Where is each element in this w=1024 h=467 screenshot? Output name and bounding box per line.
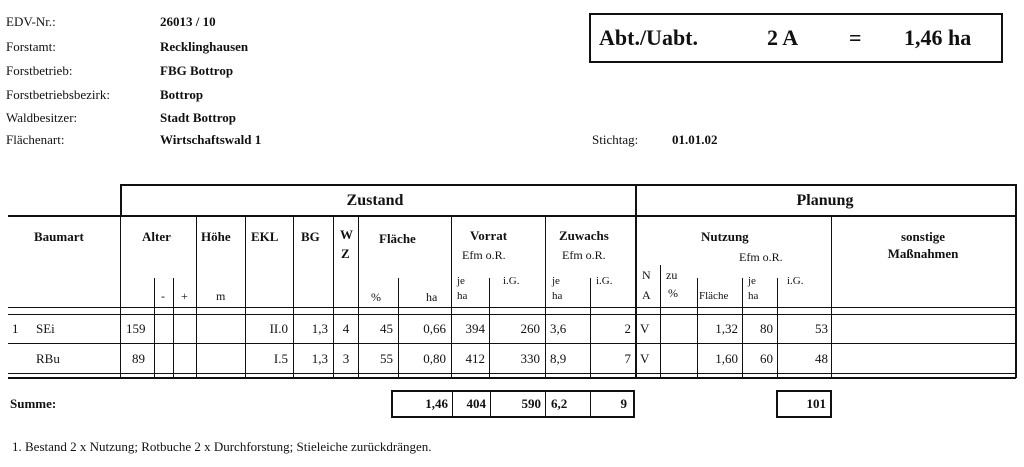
summe-nutzung-box (776, 390, 832, 418)
row-baumart: RBu (36, 351, 60, 366)
label-waldbesitzer: Waldbesitzer: (6, 110, 78, 125)
value-forstbetriebsbezirk: Bottrop (160, 87, 204, 102)
grid-line (173, 278, 174, 378)
row-baumart: SEi (36, 321, 55, 336)
stichtag-label: Stichtag: (592, 132, 639, 147)
col-flaeche-pct: % (371, 290, 381, 304)
col-nutzung-je: je (748, 275, 756, 287)
summe-vorrat-je: 404 (466, 396, 486, 411)
grid-line (8, 314, 1016, 315)
col-vorrat-ig: i.G. (503, 275, 520, 287)
row-flaeche-ha: 0,66 (423, 321, 446, 336)
abt-area: 1,46 ha (904, 25, 972, 50)
abt-equals: = (849, 25, 862, 50)
col-bg: BG (301, 229, 320, 244)
col-nutzung-ha: ha (748, 290, 759, 302)
stichtag-value: 01.01.02 (672, 132, 718, 147)
col-massnahmen: Maßnahmen (887, 246, 959, 261)
row-flaeche-pct: 55 (380, 351, 393, 366)
value-waldbesitzer: Stadt Bottrop (160, 110, 236, 125)
grid-line (120, 215, 121, 378)
summe-zuwachs-ig: 9 (620, 396, 627, 411)
col-zu: zu (666, 268, 678, 282)
value-flaechenart: Wirtschaftswald 1 (160, 132, 262, 147)
col-nutzung: Nutzung (701, 229, 749, 244)
col-alter-minus: - (161, 289, 165, 303)
col-vorrat: Vorrat (470, 228, 508, 243)
col-sonstige: sonstige (900, 229, 946, 244)
row-bg: 1,3 (311, 321, 328, 336)
row-na: V (640, 351, 650, 366)
row-wz: 4 (342, 321, 350, 336)
grid-line (1015, 184, 1017, 378)
col-wz-z: Z (341, 246, 350, 261)
row-zuwachs-je: 3,6 (550, 321, 567, 336)
summe-vorrat-ig: 590 (521, 396, 541, 411)
label-edv-nr: EDV-Nr.: (6, 14, 56, 29)
col-zuwachs-ig: i.G. (596, 275, 613, 287)
row-nr: 1 (12, 321, 19, 336)
row-nutzung-ig: 48 (815, 351, 828, 366)
planung-title: Planung (796, 192, 854, 209)
zustand-title: Zustand (346, 192, 404, 209)
row-nutzung-flaeche: 1,60 (715, 351, 738, 366)
grid-line (120, 184, 122, 217)
col-vorrat-je: je (457, 275, 465, 287)
row-alter: 159 (126, 321, 146, 336)
col-vorrat-sub: Efm o.R. (462, 248, 506, 262)
row-alter: 89 (132, 351, 145, 366)
col-flaeche-ha: ha (426, 290, 438, 304)
col-nutzung-flaeche: Fläche (699, 290, 729, 302)
row-bg: 1,3 (311, 351, 328, 366)
row-wz: 3 (342, 351, 350, 366)
label-flaechenart: Flächenart: (6, 132, 65, 147)
row-nutzung-je: 80 (760, 321, 773, 336)
grid-line (8, 215, 1016, 217)
row-ekl: II.0 (269, 321, 288, 336)
col-vorrat-ha: ha (457, 290, 468, 302)
summe-label: Summe: (10, 396, 57, 411)
row-nutzung-ig: 53 (815, 321, 828, 336)
grid-line (545, 215, 546, 378)
grid-line (8, 377, 1016, 379)
label-forstbetriebsbezirk: Forstbetriebsbezirk: (6, 87, 110, 102)
col-nutzung-ig: i.G. (787, 275, 804, 287)
grid-line (635, 215, 637, 378)
col-zuwachs-ha: ha (552, 290, 563, 302)
grid-line (8, 343, 1016, 344)
grid-line (120, 184, 1016, 186)
row-zuwachs-je: 8,9 (550, 351, 567, 366)
grid-line (660, 265, 661, 378)
col-zuwachs: Zuwachs (559, 228, 609, 243)
col-a: A (642, 288, 651, 302)
abt-value: 2 A (767, 25, 799, 50)
summe-nutzung: 101 (806, 396, 826, 411)
col-hoehe: Höhe (201, 229, 231, 244)
abteilung-box (589, 13, 1003, 63)
label-forstbetrieb: Forstbetrieb: (6, 63, 73, 78)
row-zuwachs-ig: 7 (624, 351, 631, 366)
col-nutzung-sub: Efm o.R. (739, 250, 783, 264)
value-edv-nr: 26013 / 10 (160, 14, 216, 29)
row-ekl: I.5 (273, 351, 288, 366)
grid-line (635, 184, 637, 217)
col-alter-plus: + (181, 289, 188, 303)
grid-line (545, 392, 546, 416)
col-baumart: Baumart (34, 229, 84, 244)
summe-zuwachs-je: 6,2 (551, 396, 568, 411)
col-zu-pct: % (668, 286, 678, 300)
col-hoehe-unit: m (216, 289, 226, 303)
col-ekl: EKL (251, 229, 279, 244)
row-na: V (640, 321, 650, 336)
col-zuwachs-sub: Efm o.R. (562, 248, 606, 262)
footnote: 1. Bestand 2 x Nutzung; Rotbuche 2 x Durchforstung; Stieleiche zurückdrängen. (12, 439, 432, 454)
row-zuwachs-ig: 2 (624, 321, 631, 336)
row-nutzung-je: 60 (760, 351, 773, 366)
col-alter: Alter (142, 229, 171, 244)
col-n: N (642, 268, 651, 282)
col-wz-w: W (340, 227, 353, 242)
row-vorrat-je: 394 (465, 321, 485, 336)
grid-line (154, 278, 155, 378)
grid-line (8, 307, 1016, 308)
col-flaeche: Fläche (379, 231, 416, 246)
value-forstbetrieb: FBG Bottrop (160, 63, 234, 78)
col-zuwachs-je: je (552, 275, 560, 287)
summe-ha: 1,46 (425, 396, 448, 411)
grid-line (8, 373, 1016, 374)
row-vorrat-ig: 260 (520, 321, 540, 336)
row-flaeche-pct: 45 (380, 321, 393, 336)
value-forstamt: Recklinghausen (160, 39, 249, 54)
label-forstamt: Forstamt: (6, 39, 56, 54)
abt-label: Abt./Uabt. (599, 25, 699, 50)
row-flaeche-ha: 0,80 (423, 351, 446, 366)
row-vorrat-ig: 330 (520, 351, 540, 366)
grid-line (196, 215, 197, 378)
row-vorrat-je: 412 (465, 351, 485, 366)
summe-box (391, 390, 635, 418)
row-nutzung-flaeche: 1,32 (715, 321, 738, 336)
